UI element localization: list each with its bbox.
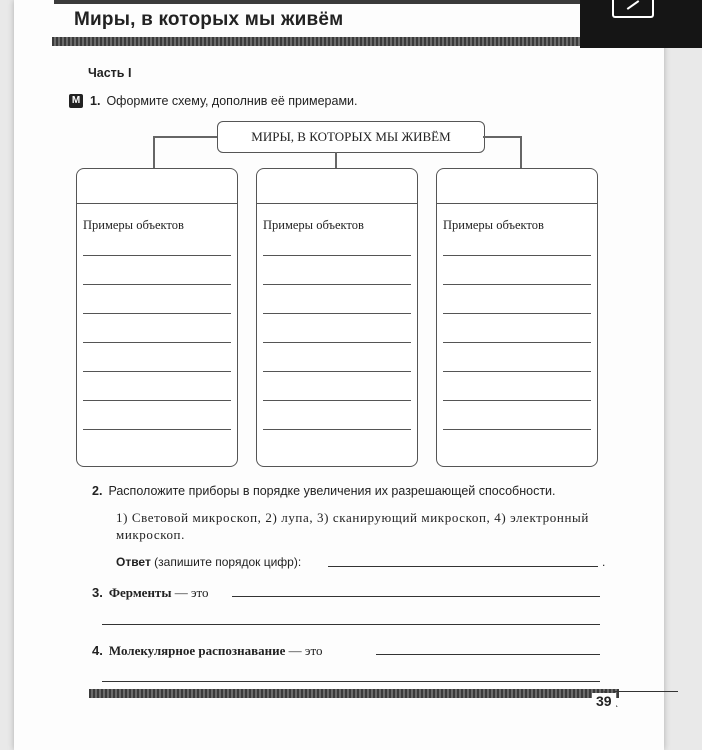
scheme-column-2 — [256, 168, 418, 467]
answer-line[interactable] — [83, 400, 231, 401]
connector-right-vertical — [520, 136, 522, 168]
answer-line[interactable] — [443, 255, 591, 256]
task-3-rest: — это — [171, 585, 209, 600]
answer-line[interactable] — [443, 371, 591, 372]
answer-line[interactable] — [443, 313, 591, 314]
answer-line[interactable] — [83, 342, 231, 343]
answer-line[interactable] — [83, 371, 231, 372]
workbook-page — [14, 0, 664, 750]
task-1 — [90, 94, 358, 108]
scheme-root-box: МИРЫ, В КОТОРЫХ МЫ ЖИВЁМ — [217, 121, 485, 153]
title-top-line — [54, 0, 599, 4]
answer-line[interactable] — [263, 255, 411, 256]
answer-line[interactable] — [443, 284, 591, 285]
answer-line[interactable] — [443, 342, 591, 343]
connector-middle-vertical — [335, 152, 337, 168]
page-number: 39 — [592, 693, 616, 709]
m-marker-icon: М — [69, 94, 83, 108]
task-3-term: Ферменты — [108, 585, 172, 600]
answer-hint: (запишите порядок цифр): — [154, 555, 302, 569]
answer-line[interactable] — [263, 429, 411, 430]
answer-line[interactable] — [83, 284, 231, 285]
task-3-answer-line-2[interactable] — [102, 624, 600, 625]
column-2-label: Примеры объектов — [263, 218, 364, 232]
answer-line[interactable] — [83, 429, 231, 430]
connector-left-vertical — [153, 136, 155, 168]
task-3-answer-line[interactable] — [232, 596, 600, 597]
page-title: Миры, в которых мы живём — [74, 9, 344, 30]
connector-right-horizontal — [483, 136, 521, 138]
task-2 — [92, 484, 556, 498]
task-2-options: 1) Световой микроскоп, 2) лупа, 3) сканирующий микроскоп, 4) электронный микроскоп. — [116, 510, 589, 542]
connector-left-horizontal — [153, 136, 217, 138]
answer-line[interactable] — [263, 313, 411, 314]
answer-line[interactable] — [263, 400, 411, 401]
part-label: Часть I — [88, 66, 132, 80]
answer-line[interactable] — [263, 342, 411, 343]
title-underline-strip — [52, 37, 607, 46]
column-3-header-field[interactable] — [437, 169, 597, 204]
task-2-answer-line[interactable] — [328, 566, 598, 567]
column-2-header-field[interactable] — [257, 169, 417, 204]
scheme-column-3 — [436, 168, 598, 467]
answer-line[interactable] — [83, 255, 231, 256]
column-1-header-field[interactable] — [77, 169, 237, 204]
answer-line[interactable] — [443, 400, 591, 401]
task-1-text: Оформите схему, дополнив её примерами. — [106, 94, 358, 108]
page-number-tab — [614, 691, 678, 708]
answer-period: . — [602, 555, 606, 569]
task-4-term: Молекулярное распознавание — [108, 643, 286, 658]
edit-toolbar-corner — [580, 0, 702, 48]
task-2-number: 2. — [92, 484, 103, 498]
task-4-number: 4. — [92, 643, 103, 658]
task-3 — [92, 585, 209, 601]
answer-bold-label: Ответ — [116, 555, 151, 569]
answer-line[interactable] — [83, 313, 231, 314]
footer-strip — [89, 689, 619, 698]
task-1-number: 1. — [90, 94, 101, 108]
task-4-rest: — это — [285, 643, 323, 658]
task-4-answer-line[interactable] — [376, 654, 600, 655]
answer-line[interactable] — [263, 284, 411, 285]
answer-line[interactable] — [263, 371, 411, 372]
task-4 — [92, 643, 322, 659]
task-4-answer-line-2[interactable] — [102, 681, 600, 682]
edit-icon[interactable] — [612, 0, 654, 18]
task-3-number: 3. — [92, 585, 103, 600]
column-3-label: Примеры объектов — [443, 218, 544, 232]
scheme-column-1 — [76, 168, 238, 467]
answer-line[interactable] — [443, 429, 591, 430]
task-2-text: Расположите приборы в порядке увеличения их разрешающей способности. — [108, 484, 556, 498]
column-1-label: Примеры объектов — [83, 218, 184, 232]
task-2-answer-prompt — [116, 555, 301, 569]
